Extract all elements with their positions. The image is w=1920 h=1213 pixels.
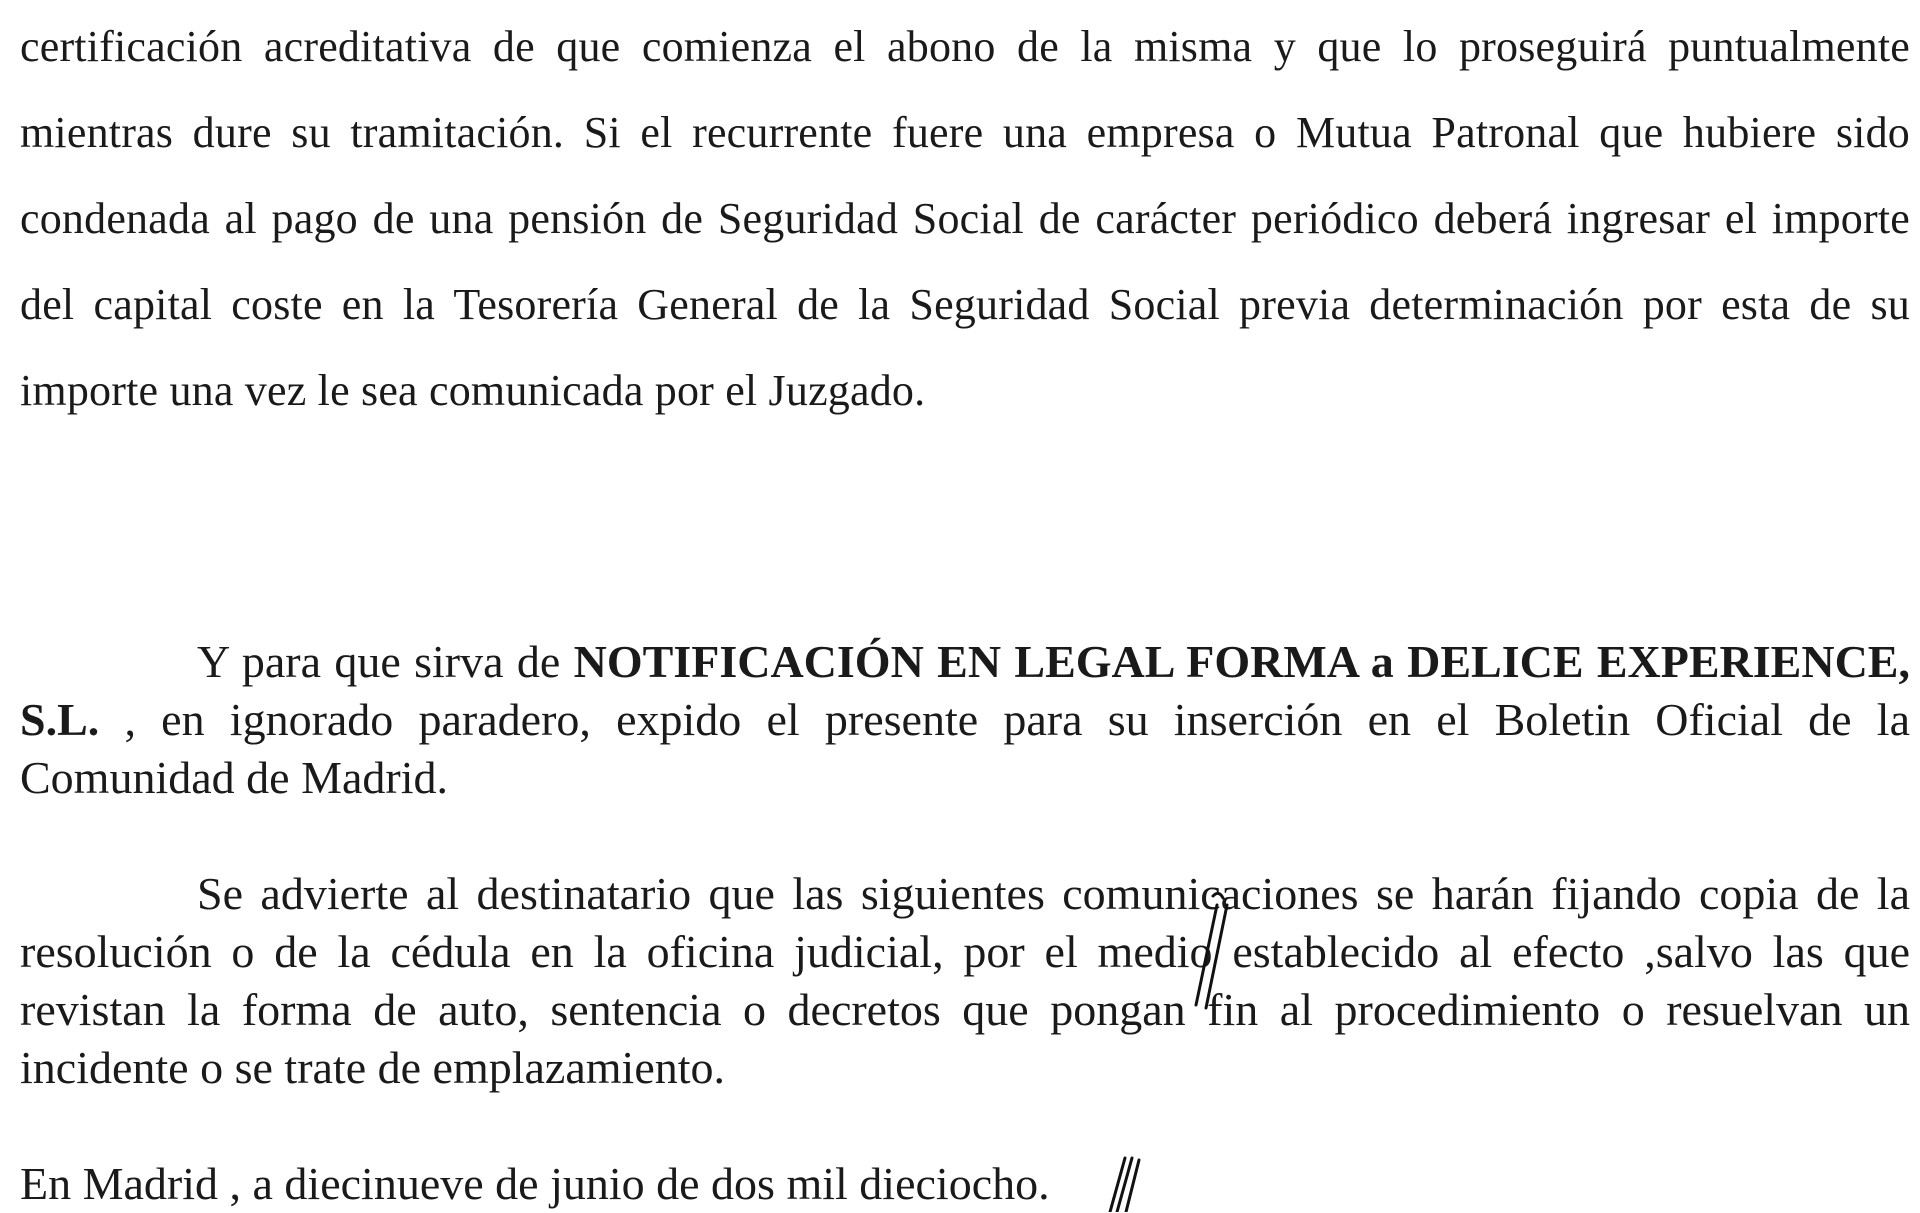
paragraph-recurso-condiciones: certificación acreditativa de que comienza el abono de la misma y que lo proseguirá puntualmente mientras dure su tramitación. Si el recurrente fuere una empresa o Mutua Patronal que hubiere sido condenada al pago de una pensión de Seguridad Social de carácter periódico deberá ingresar el importe del capital coste en la Tesorería General de la Seguridad Social previa determinación por esta de su importe una vez le sea comunicada por el Juzgado. (20, 22, 1910, 415)
paragraph-advertencia (20, 865, 1910, 1097)
pen-stroke-mark (1110, 1158, 1125, 1212)
notification-bold-recipient: NOTIFICACIÓN EN LEGAL FORMA a DELICE EXPERIENCE, S.L. (20, 636, 1910, 745)
notification-lead: Y para que sirva de (197, 636, 574, 687)
pen-stroke-mark (1117, 1158, 1132, 1212)
pen-stroke-mark (1126, 1160, 1139, 1212)
paragraph-notificacion (20, 633, 1910, 807)
notification-rest: , en ignorado paradero, expido el presente para su inserción en el Boletin Oficial de la Comunidad de Madrid. (20, 694, 1910, 803)
date-line: En Madrid , a diecinueve de junio de dos mil dieciocho. (20, 1158, 1050, 1209)
advertencia-text: Se advierte al destinatario que las siguientes comunicaciones se harán fijando copia de la resolución o de la cédula en la oficina judicial, por el medio establecido al efecto ,salvo las que revistan la forma de auto, sentencia o decretos que pongan fin al procedimiento o resuelvan un incidente o se trate de emplazamiento. (20, 868, 1910, 1093)
